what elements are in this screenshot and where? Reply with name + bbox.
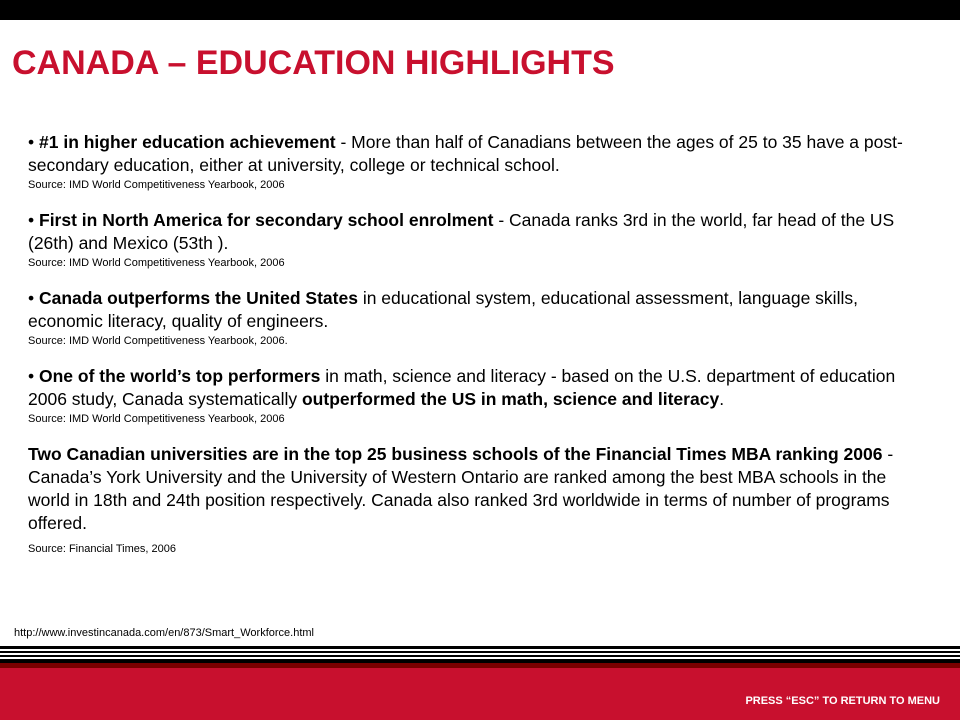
- highlight-bold: Two Canadian universities are in the top 25 business schools of the Financial Times MBA ranking 2006: [28, 444, 883, 464]
- highlight-item-2: [28, 209, 928, 271]
- highlight-item-1: [28, 131, 928, 193]
- highlight-body: in educational system, educational assessment, language skills, economic literacy, quality of engineers.: [28, 288, 858, 331]
- top-bar: [0, 0, 960, 20]
- source-url: http://www.investincanada.com/en/873/Smart_Workforce.html: [14, 627, 314, 639]
- return-to-menu-hint: PRESS “ESC” TO RETURN TO MENU: [745, 695, 940, 707]
- source-note: Source: IMD World Competitiveness Yearbook, 2006: [28, 179, 285, 191]
- highlight-text: • First in North America for secondary school enrolment - Canada ranks 3rd in the world, far head of the US (26th) and Mexico (53th ).: [28, 210, 895, 253]
- highlight-bold: Canada outperforms the United States: [39, 288, 358, 308]
- source-note: Source: IMD World Competitiveness Yearbook, 2006.: [28, 335, 288, 347]
- highlight-bold-2: outperformed the US in math, science and literacy: [301, 389, 720, 409]
- footer-stripes: [0, 646, 960, 674]
- content-area: [28, 131, 928, 573]
- highlight-body: - Canada’s York University and the University of Western Ontario are ranked among the best MBA schools in the world in 18th and 24th position respectively. Canada also ranked 3rd worldwide in terms of number of programs offered.: [28, 444, 894, 533]
- highlight-item-4: [28, 365, 928, 427]
- highlight-bold: #1 in higher education achievement: [39, 132, 336, 152]
- highlight-text: [28, 443, 928, 535]
- page-title: CANADA – EDUCATION HIGHLIGHTS: [12, 44, 615, 82]
- highlight-text: • Canada outperforms the United States in educational system, educational assessment, language skills, economic literacy, quality of engineers.: [28, 288, 858, 331]
- highlight-text: • #1 in higher education achievement - More than half of Canadians between the ages of 25 to 35 have a post-secondary education, either at university, college or technical school.: [28, 132, 903, 175]
- highlight-body: - More than half of Canadians between the ages of 25 to 35 have a post-secondary education, either at university, college or technical school.: [28, 132, 903, 175]
- highlight-body: - Canada ranks 3rd in the world, far head of the US (26th) and Mexico (53th ).: [28, 210, 895, 253]
- footer-bar: [0, 674, 960, 720]
- highlight-body: in math, science and literacy - based on the U.S. department of education 2006 study, Canada systematically: [28, 366, 896, 409]
- highlight-body-2: .: [719, 389, 725, 409]
- highlight-bold: One of the world’s top performers: [39, 366, 321, 386]
- highlight-item-3: [28, 287, 928, 349]
- source-note: Source: IMD World Competitiveness Yearbook, 2006: [28, 257, 285, 269]
- source-note: Source: Financial Times, 2006: [28, 543, 176, 555]
- highlight-bold: First in North America for secondary school enrolment: [39, 210, 494, 230]
- highlight-text: • One of the world’s top performers in math, science and literacy - based on the U.S. department of education 2006 study, Canada systematically outperformed the US in math, science and literacy.: [28, 366, 896, 409]
- highlight-item-5: [28, 443, 928, 557]
- source-note: Source: IMD World Competitiveness Yearbook, 2006: [28, 413, 285, 425]
